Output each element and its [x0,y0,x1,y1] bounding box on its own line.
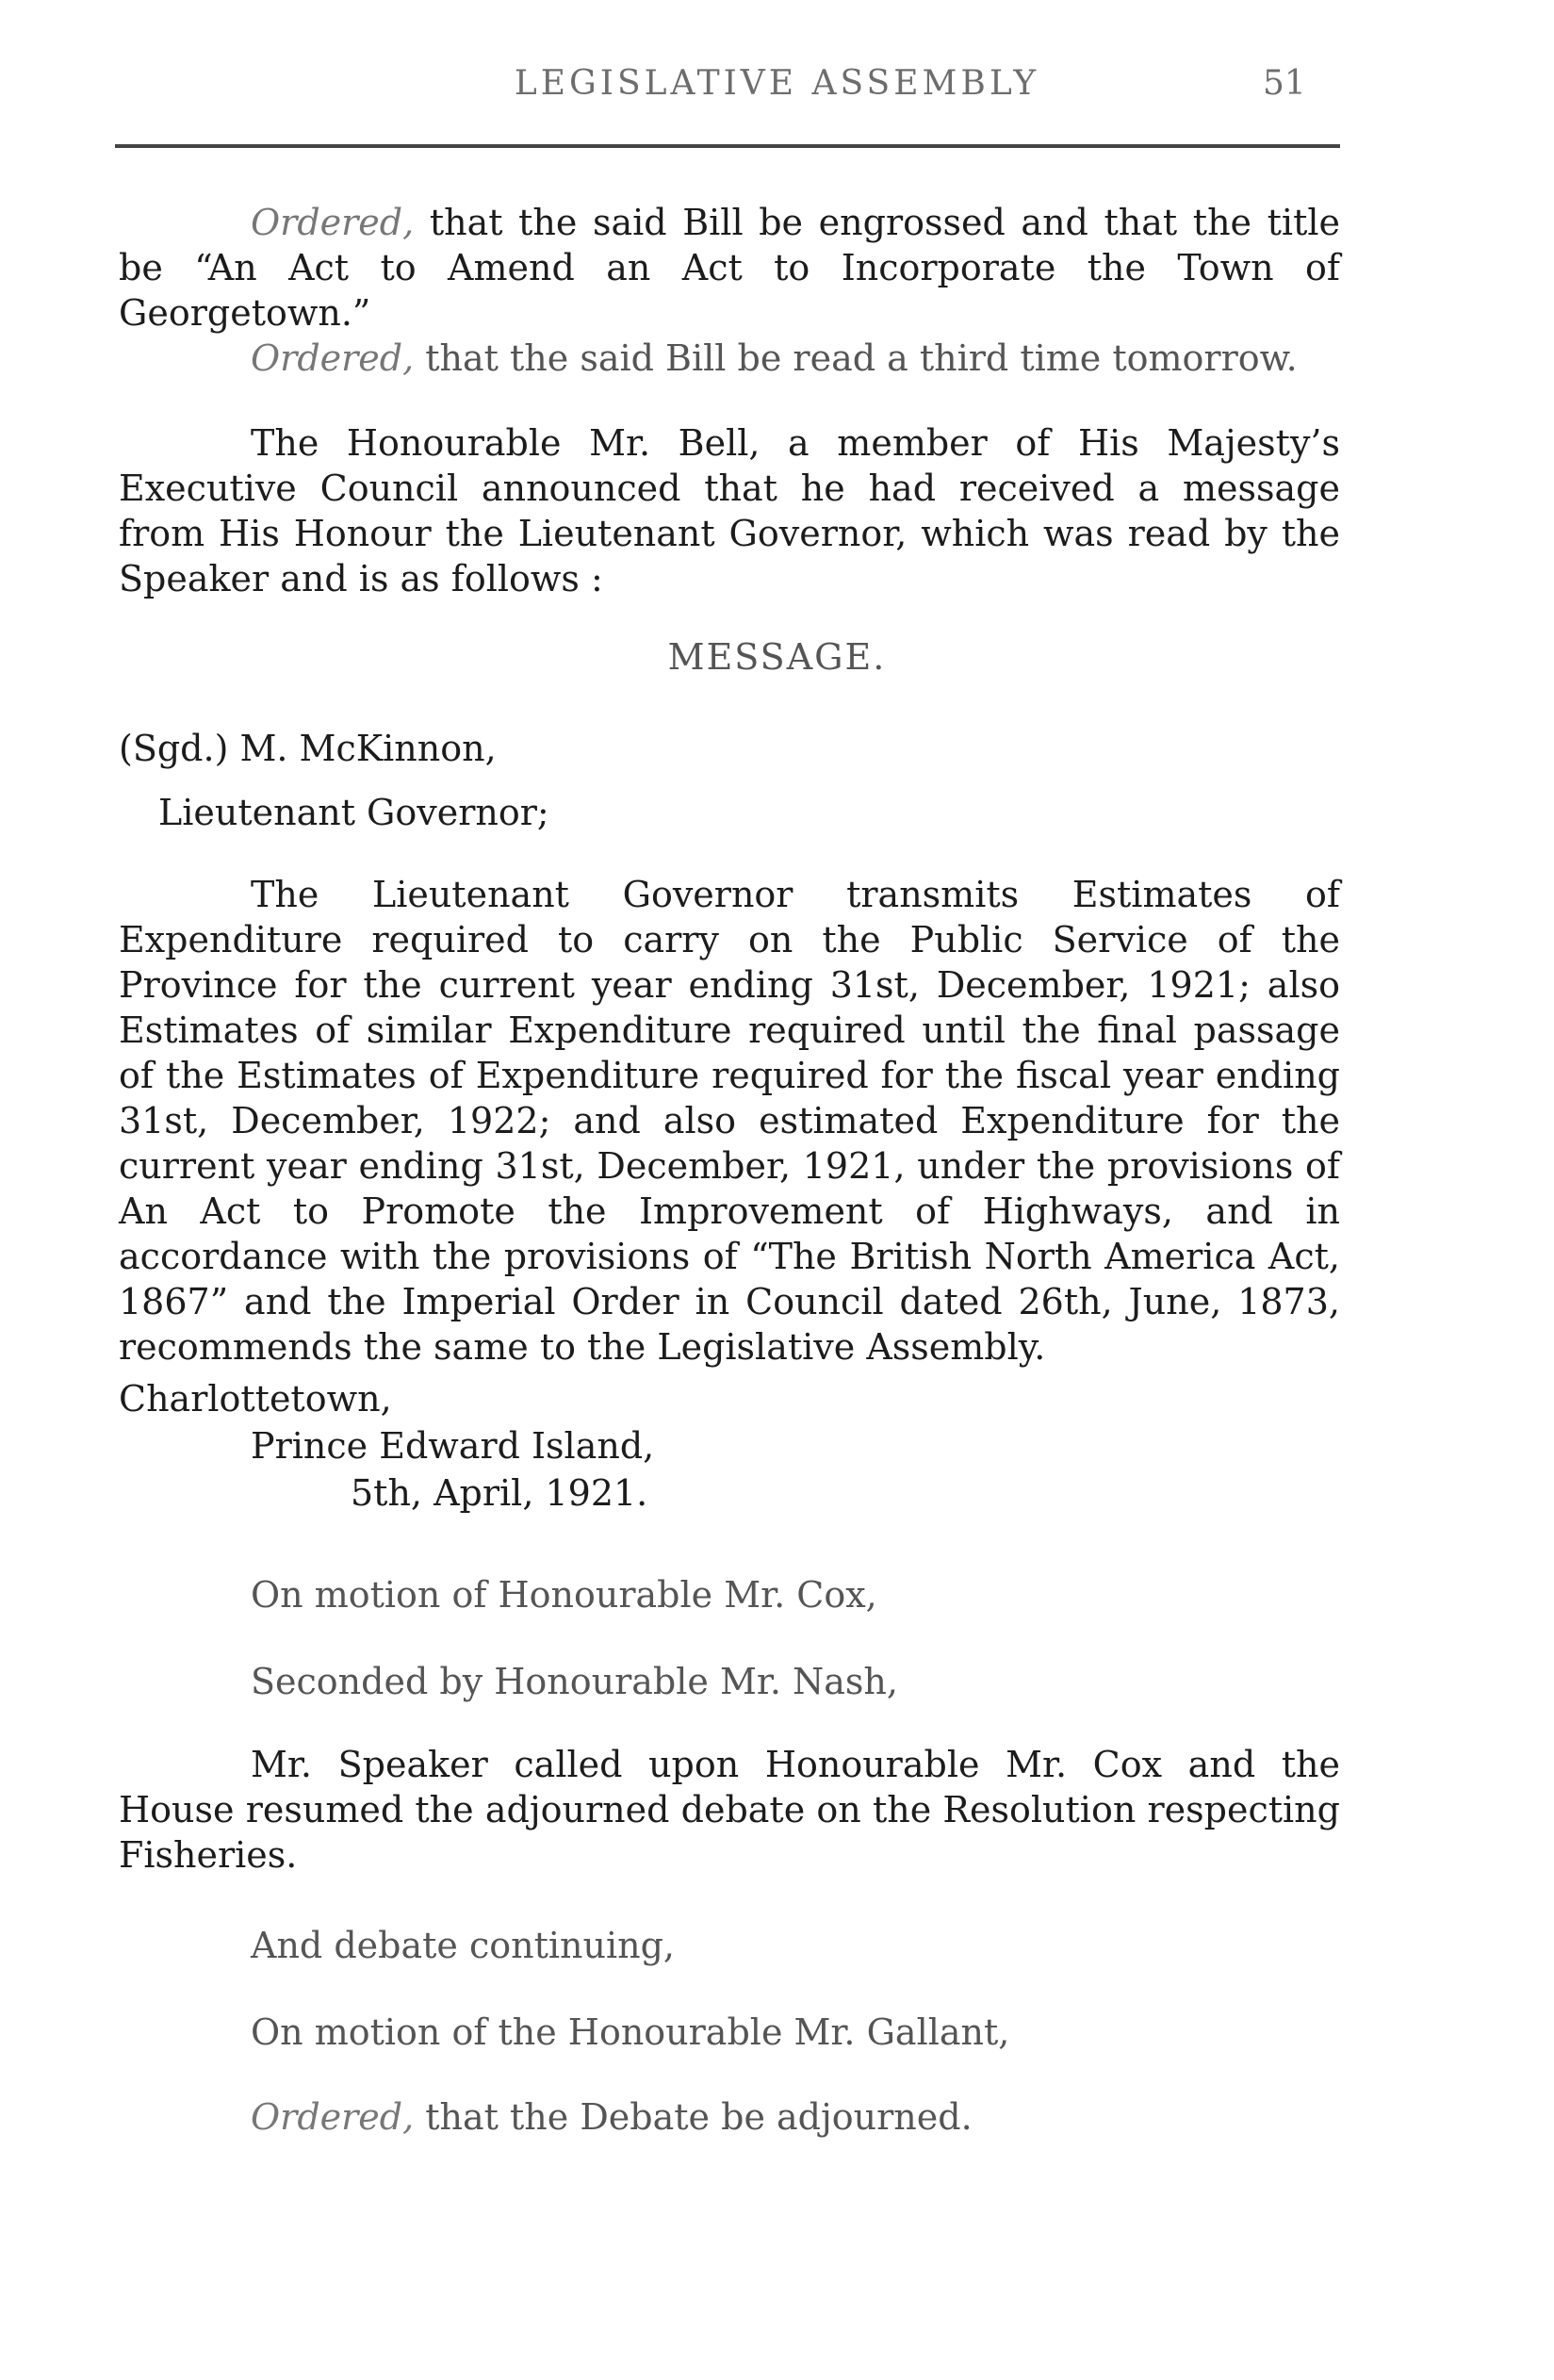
place-line-province: Prince Edward Island, [251,1425,655,1467]
motion-gallant-line: On motion of the Honourable Mr. Gallant, [251,2011,1010,2053]
ordered-label: Ordered, [251,337,415,379]
ordered-third-reading-paragraph [119,336,1340,381]
final-ordered-line [251,2094,973,2140]
paragraph-text: that the said Bill be read a third time tomorrow. [414,337,1298,379]
message-heading: MESSAGE. [667,636,887,678]
ordered-label: Ordered, [251,202,415,243]
message-date: 5th, April, 1921. [351,1472,648,1514]
ordered-engrossed-paragraph [119,200,1340,336]
message-body: The Lieutenant Governor transmits Estimates of Expenditure required to carry on the Public Service of the Province for the current year ending 31st, December, 1921; also Estimates of similar Expenditure required until the final passage of the Estimates of Expenditure required for the fiscal year ending 31st, December, 1922; and also estimated Expenditure for the current year ending 31st, December, 1921, under the provisions of An Act to Promote the Improvement of Highways, and in accordance with the provisions of “The British North America Act, 1867” and the Imperial Order in Council dated 26th, June, 1873, recommends the same to the Legislative Assembly. [119,874,1340,1368]
speaker-paragraph: Mr. Speaker called upon Honourable Mr. Cox and the House resumed the adjourned debate on the Resolution respecting Fisheries. [119,1744,1340,1876]
header-rule [115,144,1340,148]
paragraph-text: that the said Bill be engrossed and that the title be “An Act to Amend an Act to Incorporate the Town of Georgetown.” [119,202,1340,334]
signature-line: (Sgd.) M. McKinnon, [119,728,497,769]
ordered-label: Ordered, [251,2096,415,2138]
place-line-city: Charlottetown, [119,1378,392,1420]
page-number: 51 [1263,64,1306,103]
motion-line: On motion of Honourable Mr. Cox, [251,1574,877,1616]
debate-line: And debate continuing, [251,1925,675,1966]
paragraph-text: that the Debate be adjourned. [414,2096,973,2138]
seconded-line: Seconded by Honourable Mr. Nash, [251,1661,898,1702]
running-head: LEGISLATIVE ASSEMBLY [514,64,1040,103]
announcement-paragraph: The Honourable Mr. Bell, a member of His Majesty’s Executive Council announced that he had received a message from His Honour the Lieutenant Governor, which was read by the Speaker and is as follows : [119,422,1340,599]
signature-title: Lieutenant Governor; [158,792,549,833]
